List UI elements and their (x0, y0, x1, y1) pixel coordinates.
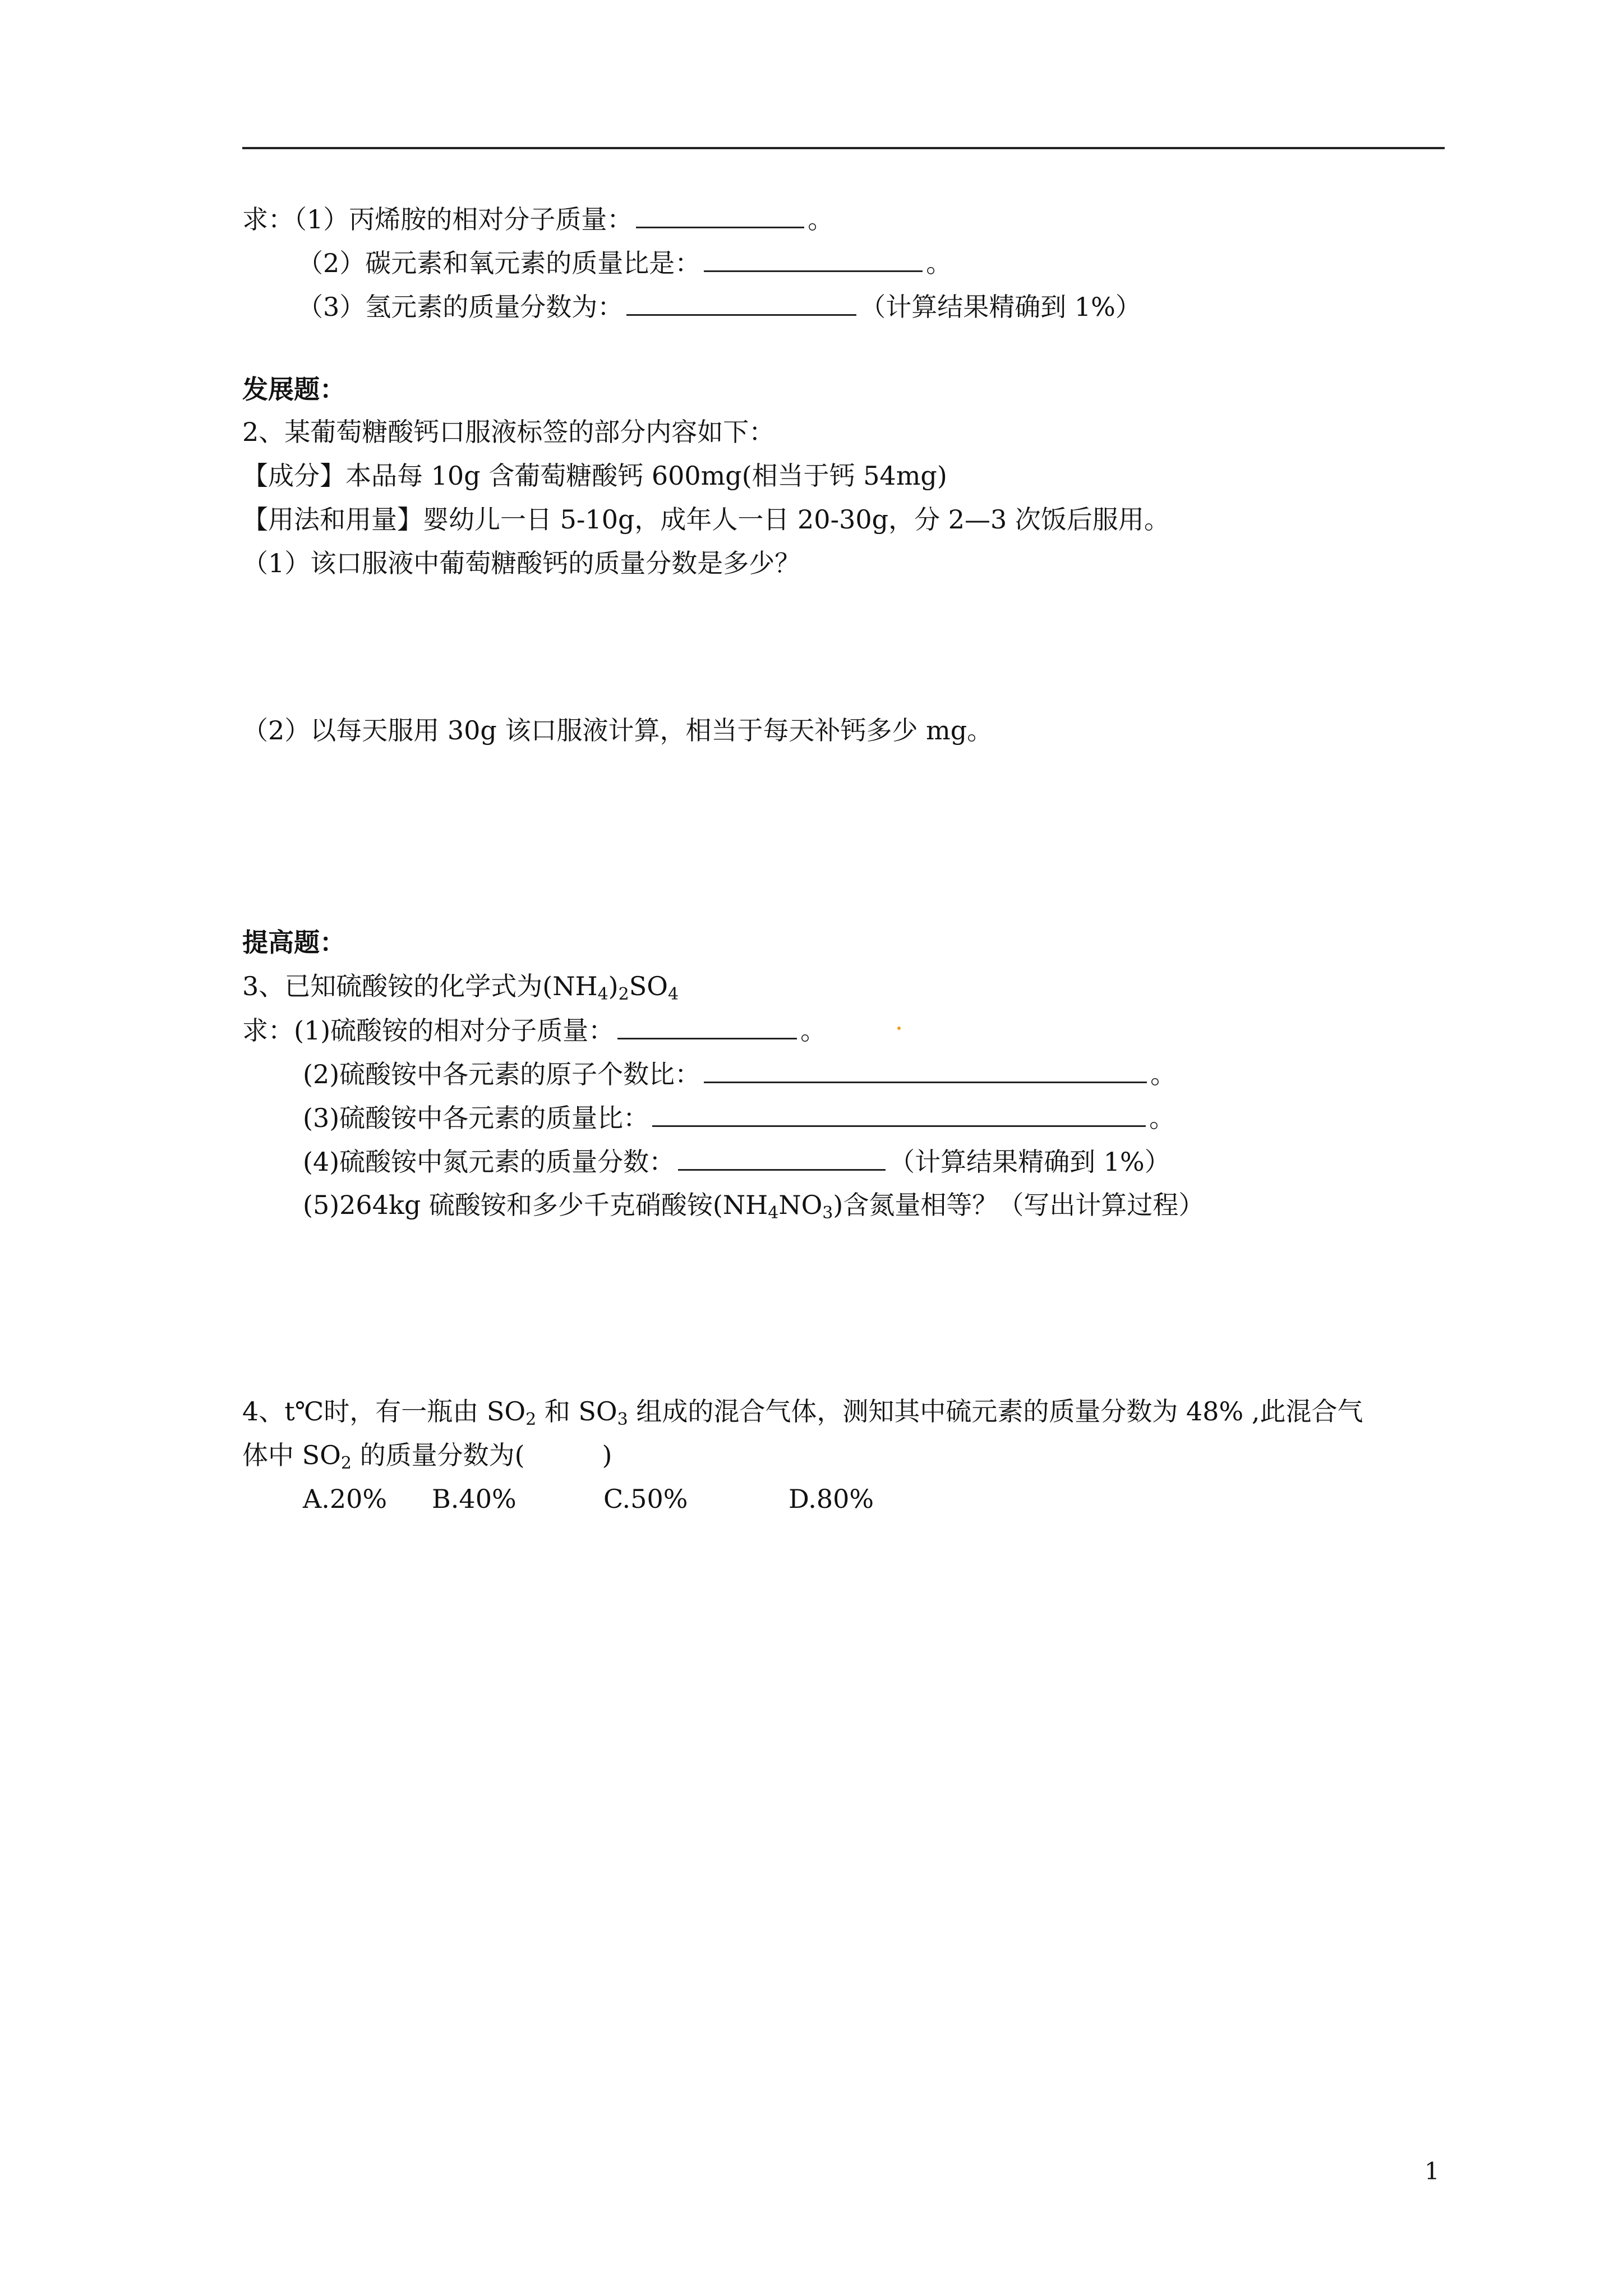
q4-option-c[interactable]: C.50% (603, 1484, 688, 1514)
q1-part2-end: 。 (926, 248, 952, 278)
q2-part1: （1）该口服液中葡萄糖酸钙的质量分数是多少？ (242, 548, 801, 578)
q2-usage: 【用法和用量】婴幼儿一日 5-10g，成年人一日 20-30g，分 2—3 次饭后服用。 (242, 504, 1170, 535)
q3-part5-sub1: 4 (768, 1203, 779, 1223)
header-rule (242, 147, 1445, 149)
q3-part1-text: (1)硫酸铵的相对分子质量： (294, 1015, 615, 1046)
q3-part4-note: （计算结果精确到 1%） (889, 1147, 1170, 1177)
q4-line2-sub: 2 (340, 1453, 352, 1473)
section-develop-heading: 发展题： (242, 374, 345, 404)
q1-part3-answer-blank[interactable] (626, 289, 856, 316)
q3-part1-end: 。 (800, 1015, 827, 1046)
q3-part3-answer-blank[interactable] (652, 1101, 1146, 1127)
q1-part3 (297, 289, 1141, 324)
q3-part2 (303, 1057, 1176, 1091)
q4-line2-b: 的质量分数为( ) (351, 1440, 612, 1470)
q4-option-d[interactable]: D.80% (789, 1484, 874, 1514)
q3-stem-so: SO (629, 971, 668, 1001)
q3-part5 (303, 1188, 1204, 1222)
q3-part5-text: (5)264kg 硫酸铵和多少千克硝酸铵(NH (303, 1190, 768, 1220)
q1-part1-end: 。 (808, 204, 834, 234)
q3-part2-end: 。 (1150, 1059, 1177, 1089)
q3-stem-text: 3、已知硫酸铵的化学式为(NH (242, 971, 598, 1001)
q4-line1 (242, 1395, 1363, 1428)
q4-line1-a: 4、t℃时，有一瓶由 SO (242, 1396, 526, 1427)
q4-option-b[interactable]: B.40% (432, 1484, 517, 1514)
q3-part2-text: (2)硫酸铵中各元素的原子个数比： (303, 1059, 701, 1089)
q1-part2-text: （2）碳元素和氧元素的质量比是： (297, 248, 701, 278)
section-advanced-heading: 提高题： (242, 927, 345, 958)
q3-part3 (303, 1101, 1175, 1135)
q2-part2: （2）以每天服用 30g 该口服液计算，相当于每天补钙多少 mg。 (242, 715, 993, 746)
q1-part2 (297, 246, 952, 280)
q4-line1-sub1: 2 (525, 1410, 537, 1429)
q3-part1 (242, 1013, 826, 1047)
q3-part4-text: (4)硫酸铵中氮元素的质量分数： (303, 1147, 675, 1177)
q3-part3-text: (3)硫酸铵中各元素的质量比： (303, 1103, 649, 1133)
q3-part5-post: )含氮量相等？（写出计算过程） (833, 1190, 1205, 1220)
q3-stem-mid: ) (608, 971, 619, 1001)
q2-ingredient: 【成分】本品每 10g 含葡萄糖酸钙 600mg(相当于钙 54mg) (242, 461, 947, 491)
q3-part5-mid: NO (778, 1190, 823, 1220)
q3-stem-sub1: 4 (597, 984, 608, 1004)
q3-part3-end: 。 (1149, 1103, 1175, 1133)
q1-part1-text: （1）丙烯胺的相对分子质量： (294, 204, 633, 234)
q3-stem-sub2: 2 (618, 984, 629, 1004)
stray-dot-mark (897, 1027, 901, 1030)
q1-part3-text: （3）氢元素的质量分数为： (297, 292, 624, 322)
q2-stem: 2、某葡萄糖酸钙口服液标签的部分内容如下： (242, 417, 775, 447)
q1-part3-note: （计算结果精确到 1%） (860, 292, 1141, 322)
q4-option-a[interactable]: A.20% (303, 1484, 388, 1514)
q3-part4 (303, 1144, 1170, 1179)
q1-part2-answer-blank[interactable] (704, 246, 923, 272)
q3-prefix: 求： (242, 1015, 294, 1046)
q3-part1-answer-blank[interactable] (617, 1013, 797, 1039)
q4-line1-b: 和 SO (536, 1396, 617, 1427)
page-number: 1 (1424, 2157, 1440, 2185)
q1-prefix: 求： (242, 204, 294, 234)
q4-line2 (242, 1438, 612, 1472)
q3-stem (242, 969, 679, 1003)
q3-part4-answer-blank[interactable] (678, 1144, 886, 1171)
q4-line2-a: 体中 SO (242, 1440, 341, 1470)
q4-line1-sub2: 3 (617, 1410, 628, 1429)
q1-part1-answer-blank[interactable] (636, 202, 804, 228)
q3-part5-sub2: 3 (822, 1203, 833, 1223)
q1-part1 (242, 202, 833, 236)
q3-part2-answer-blank[interactable] (704, 1057, 1147, 1083)
q4-line1-c: 组成的混合气体，测知其中硫元素的质量分数为 48% ,此混合气 (628, 1396, 1363, 1427)
q3-stem-sub3: 4 (667, 984, 679, 1004)
